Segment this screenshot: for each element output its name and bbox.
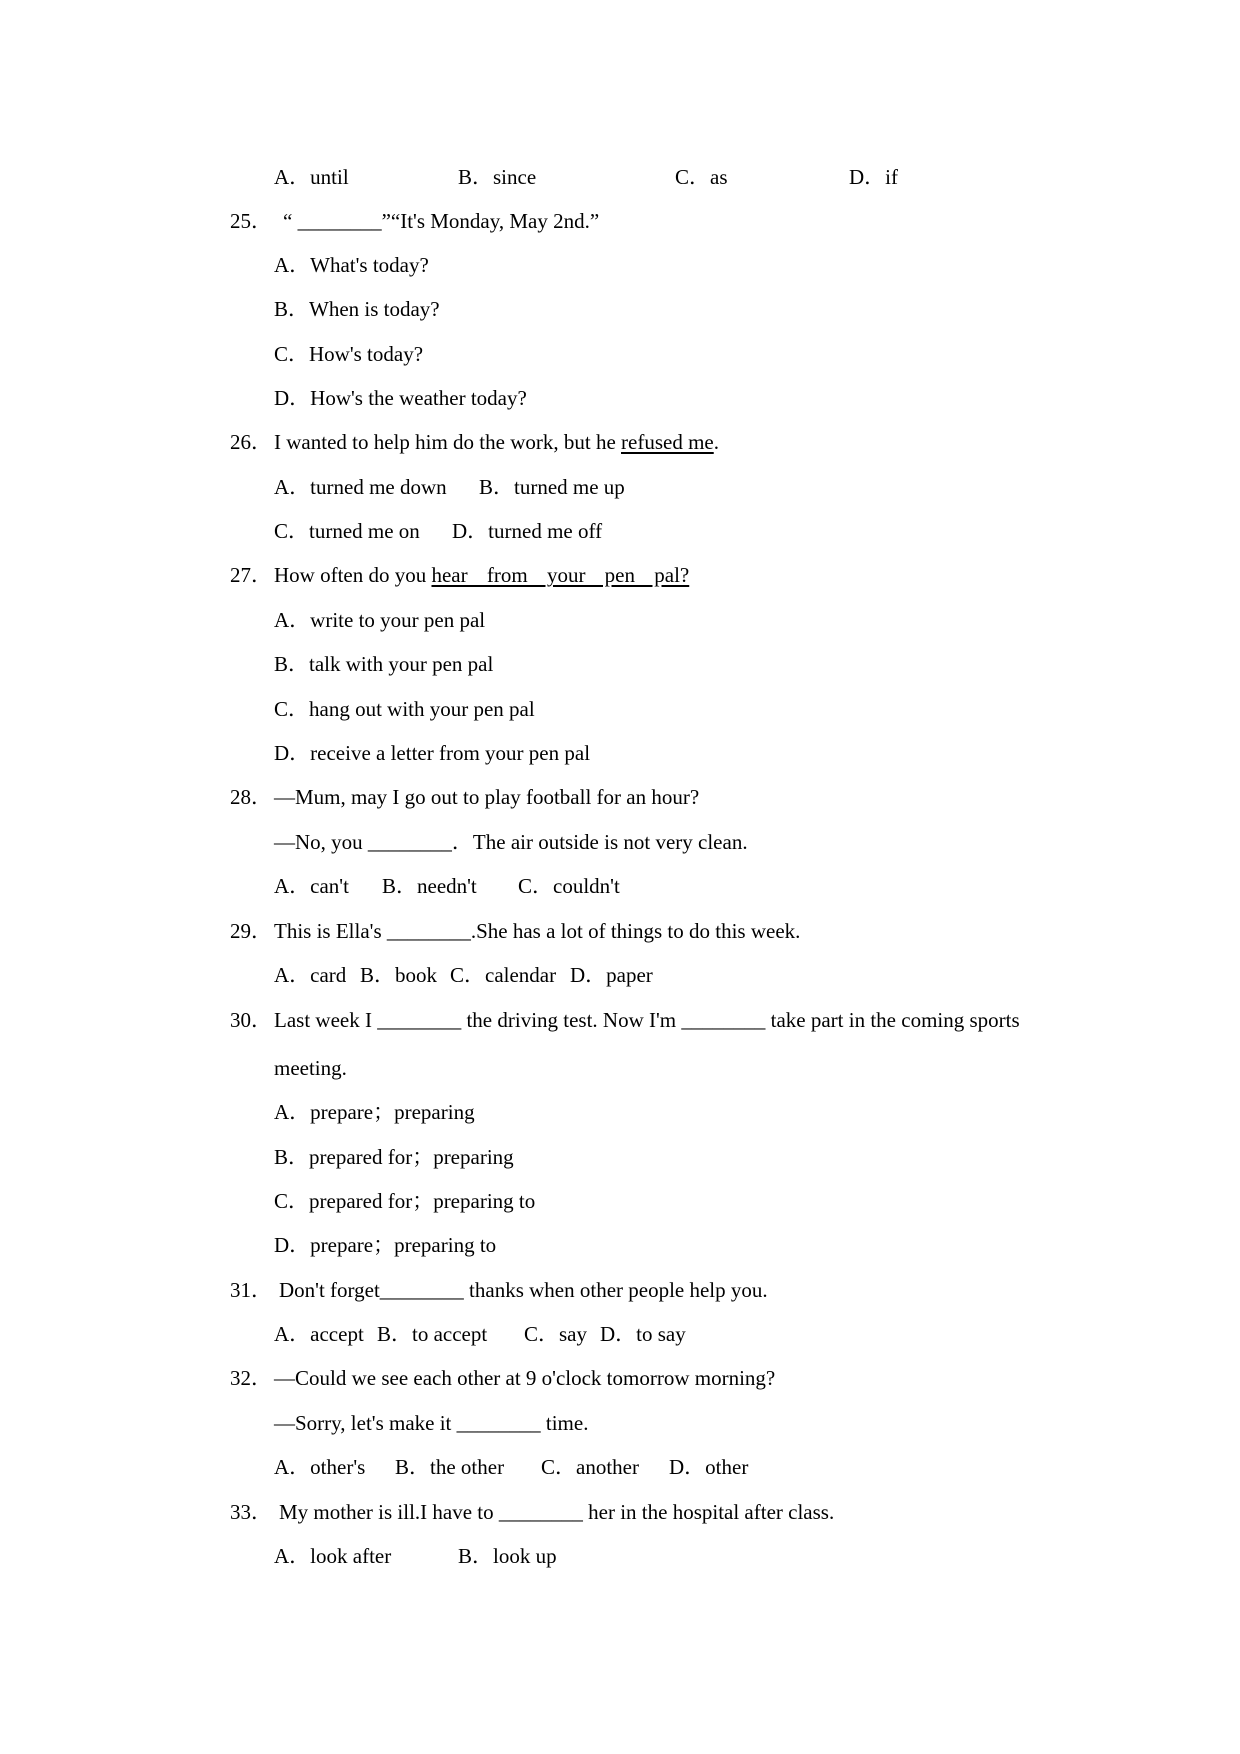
- q31-option-d: D．to say: [600, 1322, 686, 1346]
- q28-line-2: —No, you ________．The air outside is not very clean.: [274, 830, 748, 854]
- q26-option-a: A．turned me down: [274, 475, 447, 499]
- q30-number: 30．: [230, 1008, 272, 1032]
- q27-option-c: C．hang out with your pen pal: [274, 697, 535, 721]
- q29-option-b: B．book: [360, 963, 438, 987]
- q31-number: 31．: [230, 1278, 272, 1302]
- q27-option-d: D．receive a letter from your pen pal: [274, 741, 591, 765]
- q26-underlined-phrase: refused me: [621, 430, 714, 454]
- q31-option-a: A．accept: [274, 1322, 364, 1346]
- q32-line-2: —Sorry, let's make it ________ time.: [274, 1411, 589, 1435]
- q28-option-c: C．couldn't: [518, 874, 620, 898]
- q29-stem: This is Ella's ________.She has a lot of things to do this week.: [274, 919, 801, 943]
- q26-stem-text: I wanted to help him do the work, but he: [274, 430, 622, 454]
- q31-option-c: C．say: [524, 1322, 587, 1346]
- q26-option-c: C．turned me on: [274, 519, 420, 543]
- q29-option-d: D．paper: [570, 963, 653, 987]
- q27-number: 27．: [230, 563, 272, 587]
- q27-underlined-phrase: hear from your pen pal?: [431, 563, 690, 587]
- q30-option-b: B．prepared for；preparing: [274, 1145, 514, 1169]
- q33-option-b: B．look up: [458, 1544, 557, 1568]
- q28-line-1: —Mum, may I go out to play football for an hour?: [274, 785, 700, 809]
- q31-stem: Don't forget________ thanks when other people help you.: [279, 1278, 768, 1302]
- q26-option-d: D．turned me off: [452, 519, 603, 543]
- q26-stem-end: .: [713, 430, 719, 454]
- q32-option-c: C．another: [541, 1455, 639, 1479]
- q27-option-b: B．talk with your pen pal: [274, 652, 494, 676]
- q25-option-b: B．When is today?: [274, 297, 440, 321]
- q24-option-c: C．as: [675, 165, 728, 189]
- q24-option-a: A．until: [274, 165, 349, 189]
- q32-number: 32．: [230, 1366, 272, 1390]
- q27-stem: [274, 563, 689, 587]
- q25-option-d: D．How's the weather today?: [274, 386, 527, 410]
- q28-number: 28．: [230, 785, 272, 809]
- q30-line-1: Last week I ________ the driving test. Now I'm ________ take part in the coming sports: [274, 1008, 1020, 1032]
- q25-option-c: C．How's today?: [274, 342, 424, 366]
- q29-number: 29．: [230, 919, 272, 943]
- q32-option-b: B．the other: [395, 1455, 505, 1479]
- q30-line-2: meeting.: [274, 1056, 347, 1080]
- q26-option-b: B．turned me up: [479, 475, 625, 499]
- q24-option-d: D．if: [849, 165, 898, 189]
- q31-option-b: B．to accept: [377, 1322, 488, 1346]
- q30-option-c: C．prepared for；preparing to: [274, 1189, 536, 1213]
- q27-option-a: A．write to your pen pal: [274, 608, 486, 632]
- q24-option-b: B．since: [458, 165, 537, 189]
- q29-option-c: C．calendar: [450, 963, 557, 987]
- q32-line-1: —Could we see each other at 9 o'clock tomorrow morning?: [274, 1366, 776, 1390]
- q32-option-a: A．other's: [274, 1455, 366, 1479]
- q25-option-a: A．What's today?: [274, 253, 429, 277]
- q28-option-b: B．needn't: [382, 874, 477, 898]
- q25-number: 25．: [230, 209, 272, 233]
- q25-stem: “ ________”“It's Monday, May 2nd.”: [283, 209, 600, 233]
- q33-number: 33．: [230, 1500, 272, 1524]
- q30-option-a: A．prepare；preparing: [274, 1100, 475, 1124]
- q33-stem: My mother is ill.I have to ________ her in the hospital after class.: [279, 1500, 835, 1524]
- q30-option-d: D．prepare；preparing to: [274, 1233, 497, 1257]
- q29-option-a: A．card: [274, 963, 347, 987]
- q32-option-d: D．other: [669, 1455, 749, 1479]
- q33-option-a: A．look after: [274, 1544, 392, 1568]
- q26-stem: [274, 430, 719, 454]
- q28-option-a: A．can't: [274, 874, 349, 898]
- q26-number: 26．: [230, 430, 272, 454]
- q27-stem-text: How often do you: [274, 563, 432, 587]
